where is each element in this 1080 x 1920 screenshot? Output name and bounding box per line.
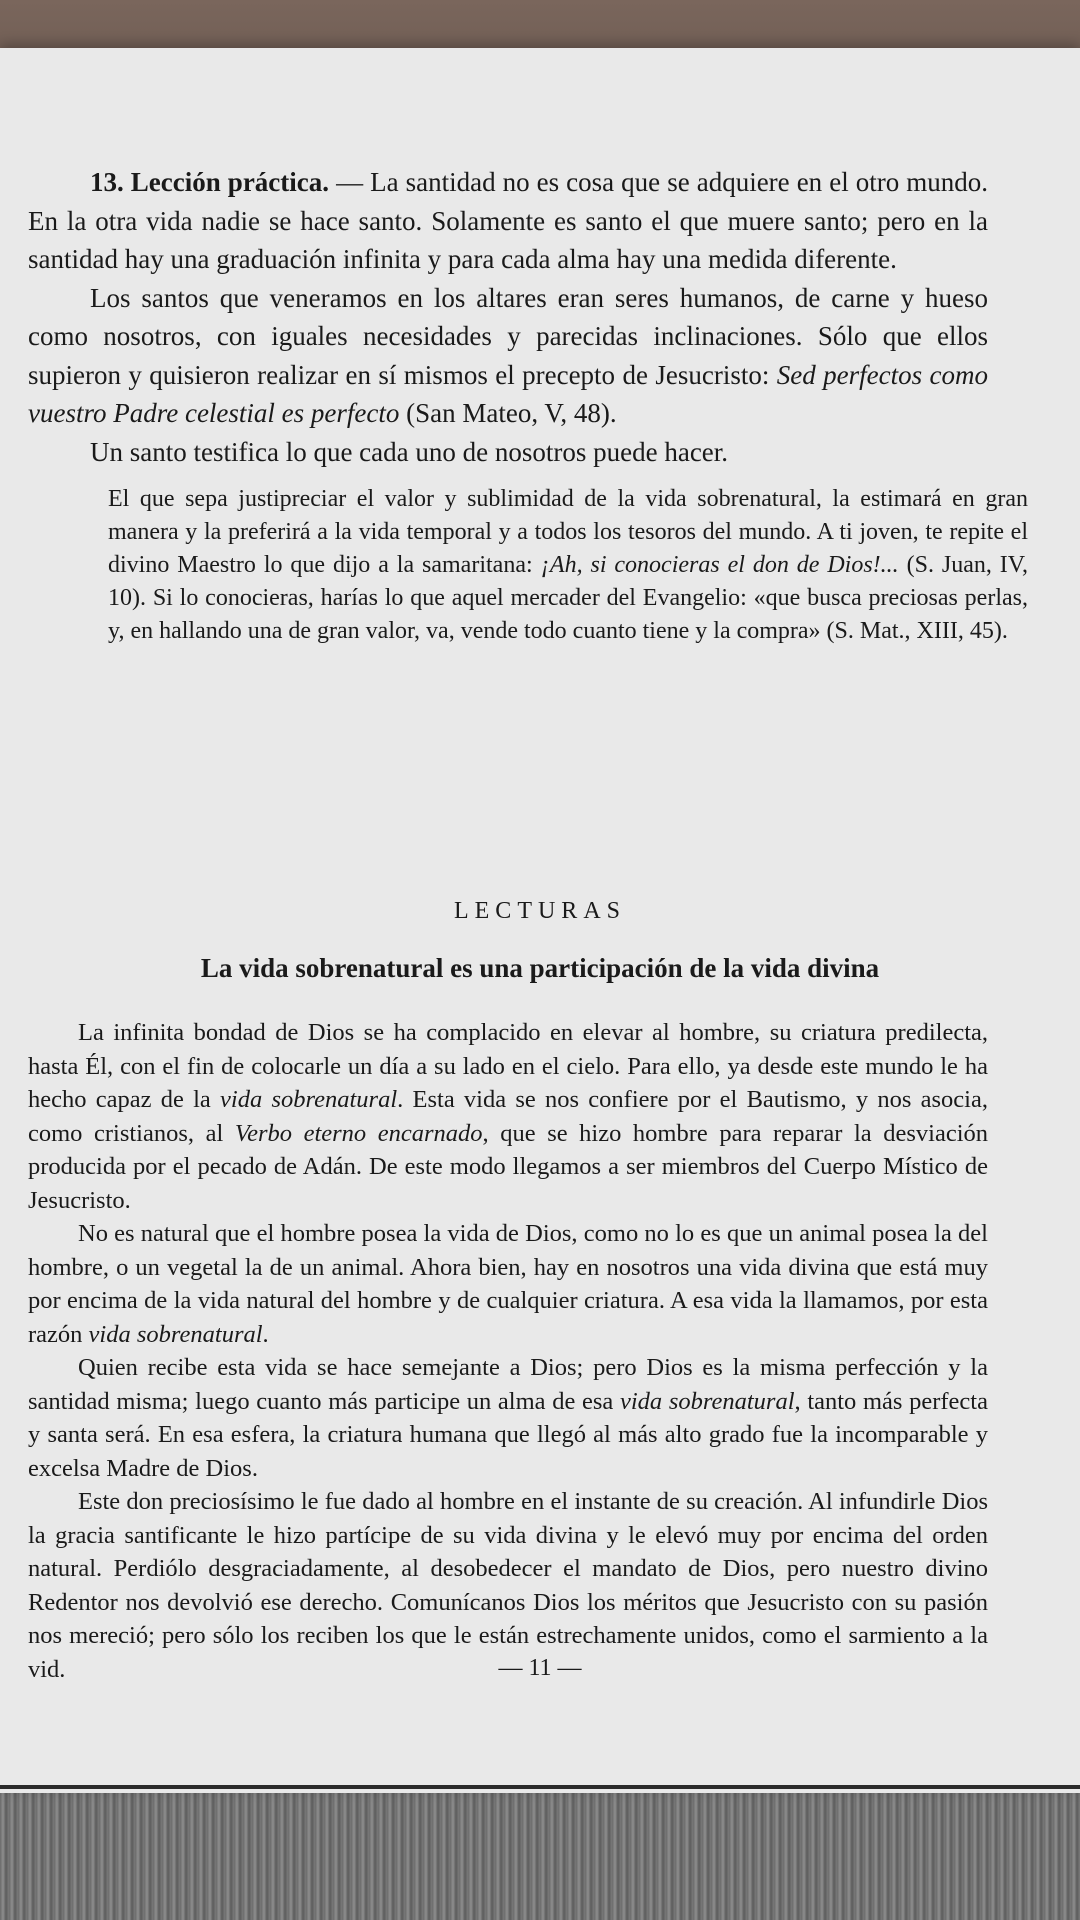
page-edge-line	[0, 1785, 1080, 1789]
reading-paragraph-2: No es natural que el hombre posea la vida de Dios, como no lo es que un animal posea la del hombre, o un vegetal la de un animal. Ahora bien, hay en nosotros una vida divina que está muy por encima de la vida natural del hombre y de cualquier criatura. A esa vida la llamamos, por esta razón vida sobrenatural.	[28, 1220, 988, 1348]
page-number: — 11 —	[498, 1655, 582, 1681]
book-lower-edge	[0, 1785, 1080, 1920]
lesson-number: 13.	[90, 167, 124, 197]
scripture-quote: Sed perfectos como vuestro Padre celestial es perfecto	[28, 359, 988, 428]
book-page	[0, 48, 1080, 1793]
reading-paragraph-3: Quien recibe esta vida se hace semejante a Dios; pero Dios es la misma perfección y la santidad misma; luego cuanto más participe un alma de esa vida sobrenatural, tanto más perfecta y santa será. En esa esfera, la criatura humana que llegó al más alto grado fue la incomparable y excelsa Madre de Dios.	[28, 1354, 988, 1482]
lesson-section	[28, 163, 1028, 648]
lesson-paragraph-3: Un santo testifica lo que cada uno de nosotros puede hacer.	[90, 436, 729, 467]
lesson-quote-block: El que sepa justipreciar el valor y sublimidad de la vida sobrenatural, la estimará en gran manera y la preferirá a la vida temporal y a todos los tesoros del mundo. A ti joven, te repite el divino Maestro lo que dijo a la samaritana: ¡Ah, si conocieras el don de Dios!... (S. Juan, IV, 10). Si lo conocieras, harías lo que aquel mercader del Evangelio: «que busca preciosas perlas, y, en hallando una de gran valor, va, vende todo cuanto tiene y la compra» (S. Mat., XIII, 45).	[108, 486, 1028, 644]
readings-body	[28, 1016, 988, 1686]
lesson-paragraph-2: Los santos que veneramos en los altares eran seres humanos, de carne y hueso como nosotros, con iguales necesidades y parecidas inclinaciones. Sólo que ellos supieron y quisieron realizar en sí mismos el precepto de Jesucristo: Sed perfectos como vuestro Padre celestial es perfecto (San Mateo, V, 48).	[28, 282, 988, 428]
reading-paragraph-4: Este don preciosísimo le fue dado al hombre en el instante de su creación. Al infundirle Dios la gracia santificante le hizo partícipe de su vida divina y le elevó muy por encima del orden natural. Perdiólo desgraciadamente, al desobedecer el mandato de Dios, pero nuestro divino Redentor nos devolvió ese derecho. Comunícanos Dios los méritos que Jesucristo con su pasión nos mereció; pero sólo los reciben los que le están estrechamente unidos, como el sarmiento a la vid.	[28, 1488, 988, 1683]
lesson-intro-text: — La santidad no es cosa que se adquiere en el otro mundo. En la otra vida nadie se hace santo. Solamente es santo el que muere santo; pero en la santidad hay una graduación infinita y para cada alma hay una medida diferente.	[28, 167, 989, 274]
reading-subtitle: La vida sobrenatural es una participación de la vida divina	[200, 953, 880, 983]
lesson-paragraph-1	[28, 163, 988, 279]
reading-paragraph-1: La infinita bondad de Dios se ha complacido en elevar al hombre, su criatura predilecta, hasta Él, con el fin de colocarle un día a su lado en el cielo. Para ello, ya desde este mundo le ha hecho capaz de la vida sobrenatural. Esta vida se nos confiere por el Bautismo, y nos asocia, como cristianos, al Verbo eterno encarnado, que se hizo hombre para reparar la desviación producida por el pecado de Adán. De este modo llegamos a ser miembros del Cuerpo Místico de Jesucristo.	[28, 1019, 989, 1214]
lesson-heading: Lección práctica.	[130, 167, 330, 197]
section-title: LECTURAS	[453, 898, 626, 924]
quote-italic: ¡Ah, si conocieras el don de Dios!...	[540, 552, 899, 578]
